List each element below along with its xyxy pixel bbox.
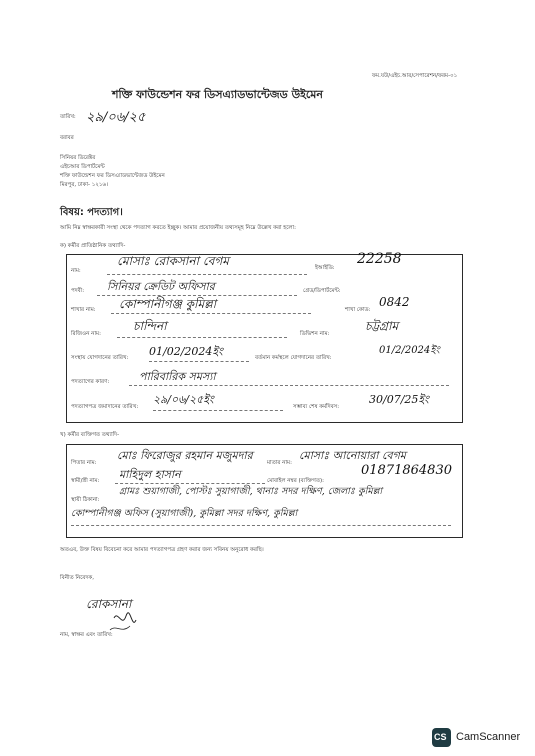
region-value: চান্দিনা [133,319,167,333]
region-label: রিজিওন নাম: [71,331,101,337]
date-label: তারিখ: [60,114,76,120]
position-value: সিনিয়র ক্রেডিট অফিসার [107,280,215,293]
form-code: ফম.যউ/এইচ.আর/সেপারেশন/ফরম-০১ [372,73,458,79]
recipient-line2: এইচআর ডিপার্টমেন্ট [60,164,105,170]
spouse-label: স্বামী/স্ত্রী নাম: [71,478,100,484]
branch-value: কোম্পানীগঞ্জ কুমিল্লা [119,297,217,311]
father-label: পিতার নাম: [71,460,97,466]
last-day-label: সম্ভাব্য শেষ কর্মদিবস: [293,404,340,410]
recipient-line4: মিরপুর, ঢাকা- ১২১৬। [60,182,109,188]
subject: বিষয়: পদত্যাগ। [60,207,123,218]
reason-line [129,385,449,386]
join-line [149,361,249,362]
region-line [117,337,287,338]
branch-code-label: শাখা কোড: [345,307,371,313]
grade-label: গ্রেড/ডিপার্টমেন্ট: [303,288,341,294]
address-line2: কোম্পানীগঞ্জ অফিস (সুয়াগাজী), কুমিল্লা সদর দক্ষিণ, কুমিল্লা [71,508,298,519]
mobile-label: মোবাইল নম্বর (ব্যক্তিগত): [267,478,324,484]
camscanner-logo-icon: CS [432,728,451,747]
address-line [71,525,451,526]
intro-text: আমি নিম্ন স্বাক্ষরকারী সংস্থা থেকে পদত্যাগ করতে ইচ্ছুক। আমার প্রয়োজনীয় তথ্যসমূহ নিম্নে উল্লেখ করা হলো: [60,225,296,231]
last-day-value: 30/07/25ইং [369,393,429,406]
id-label: ইআইডি: [315,265,335,271]
submit-line [153,410,283,411]
join-value: 01/02/2024ইং [149,345,223,358]
perm-addr-value: গ্রামঃ শুয়াগাজী, পোস্টঃ সুয়াগাজী, থানাঃ সদর দক্ষিণ, জেলাঃ কুমিল্লা [119,486,383,497]
id-value: 22258 [357,251,402,267]
current-join-label: বর্তমান কর্মস্থলে যোগদানের তারিখ: [255,355,332,361]
date-value: ২৯/০৬/২৫ [86,110,146,125]
join-label: সংস্থায় যোগদানের তারিখ: [71,355,129,361]
reason-value: পারিবারিক সমস্যা [139,370,216,383]
branch-label: শাখার নাম: [71,307,96,313]
section-b-heading: খ) কর্মীর ব্যক্তিগত তথ্যাদি- [60,432,120,438]
org-title: শক্তি ফাউন্ডেশন ফর ডিসএ্যাডভান্টেজড উইমেন [112,88,323,101]
division-label: ডিভিশন নাম: [300,331,330,337]
name-value: মোসাঃ রোকসানা বেগম [117,254,229,268]
signature-label: নাম, স্বাক্ষর এবং তারিখ: [60,632,113,638]
current-join-value: 01/2/2024ইং [379,345,440,356]
section-b-box [66,444,463,538]
mother-value: মোসাঃ আনোয়ারা বেগম [299,449,406,462]
branch-line [111,313,311,314]
section-a-box [66,251,463,423]
perm-addr-label: স্থায়ী ঠিকানা: [71,497,100,503]
regards-text: বিনীত নিবেদক, [60,575,94,581]
name-label: নাম: [71,268,81,274]
submit-label: পদত্যাগপত্র জমাদানের তারিখ: [71,404,139,410]
mother-label: মাতার নাম: [267,460,292,466]
signature-name: রোকসানা [86,597,132,611]
recipient-line3: শক্তি ফাউন্ডেশন ফর ডিসএ্যাডভান্টেজড উইমেন [60,173,165,179]
reason-label: পদত্যাগের কারণ: [71,379,110,385]
spouse-value: মাহিদুল হাসান [119,468,181,481]
recipient-line1: সিনিয়র ডিরেক্টর [60,155,96,161]
closing-text: অতএব, উক্ত বিষয় বিবেচনা করে আমার পদত্যাগপত্র গ্রহণ করার জন্য সবিনয় অনুরোধ করছি। [60,547,264,553]
branch-code-value: 0842 [379,295,410,309]
mobile-value: 01871864830 [361,463,452,478]
name-line [107,274,307,275]
father-value: মোঃ ফিরোজুর রহমান মজুমদার [117,449,253,462]
camscanner-watermark: CamScanner [456,731,521,743]
recipient-to: বরাবর [60,135,74,141]
division-value: চট্টগ্রাম [365,319,399,333]
section-a-heading: ক) কর্মীর প্রাতিষ্ঠানিক তথ্যাদি- [60,243,126,249]
submit-value: ২৯/০৬/২৫ইং [153,393,214,406]
position-label: পদবী: [71,288,85,294]
spouse-line [115,483,265,484]
